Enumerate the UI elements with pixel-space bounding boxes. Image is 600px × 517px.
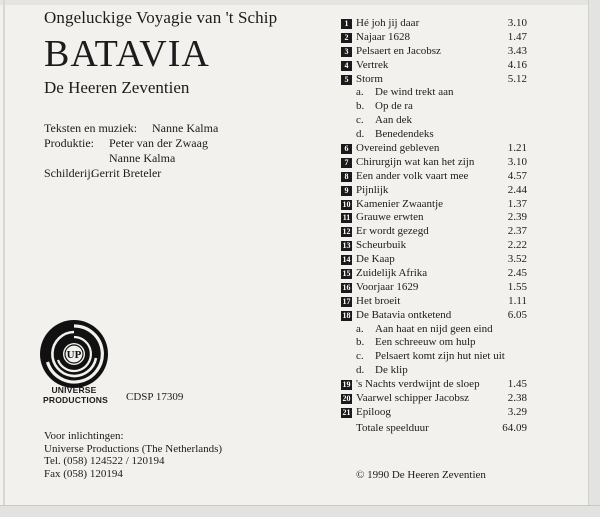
track-number-badge: 18 [342,310,351,320]
track-duration: 3.52 [507,253,527,266]
track-duration: 3.10 [507,155,527,168]
album-subtitle: Ongeluckige Voyagie van 't Schip [44,8,278,27]
sub-track-title: Pelsaert komt zijn hut niet uit [375,350,505,363]
sub-track-title: Aan haat en nijd geen eind [375,322,493,335]
track-duration: 1.55 [507,280,527,293]
track-title: Er wordt gezegd [356,225,429,238]
copyright-notice: © 1990 De Heeren Zeventien [356,469,486,481]
sub-track-row [341,350,529,364]
sub-track-row [341,86,529,100]
track-row [341,309,529,323]
track-title: Voorjaar 1629 [356,280,419,293]
track-title: Vaarwel schipper Jacobsz [356,392,470,405]
track-row [341,267,529,281]
info-tel: Tel. (058) 124522 / 120194 [44,455,165,467]
sub-track-row [341,114,529,128]
total-label: Totale speelduur [356,421,429,434]
svg-text:UP: UP [66,349,82,361]
universe-spiral-logo-icon [38,318,110,390]
track-title: Pelsaert en Jacobsz [356,44,441,57]
track-number-badge: 8 [341,172,352,182]
track-title: Overeind gebleven [356,142,440,155]
track-number-badge: 19 [342,380,351,390]
sub-track-title: Een schreeuw om hulp [375,336,476,349]
track-duration: 1.37 [507,197,527,210]
track-title: Scheurbuik [356,239,407,252]
track-number-badge: 12 [342,227,351,237]
track-number-badge: 14 [342,255,351,265]
credit-label: Schilderij: [44,166,94,180]
scan-edge-bottom [0,505,600,517]
scan-edge-right [588,0,600,517]
track-duration: 2.45 [507,267,527,280]
track-duration: 2.38 [507,392,527,405]
sub-track-letter: c. [356,114,364,127]
track-title: 's Nachts verdwijnt de sloep [356,378,480,391]
credit-value: Gerrit Breteler [91,166,162,180]
track-number-badge: 20 [342,394,351,404]
track-duration: 3.43 [507,44,527,57]
sub-track-row [341,100,529,114]
credit-label: Teksten en muziek: [44,121,138,135]
track-number-badge: 15 [342,269,351,279]
sub-track-row [341,364,529,378]
info-fax: Fax (058) 120194 [44,467,123,480]
track-row [341,31,529,45]
sub-track-row [341,128,529,142]
track-row [341,142,529,156]
credit-value: Nanne Kalma [152,121,219,135]
track-title: Zuidelijk Afrika [356,267,428,280]
total-time: 64.09 [502,421,527,434]
sub-track-letter: a. [356,86,364,99]
track-title: De Batavia ontketend [356,308,452,321]
track-number-badge: 4 [341,61,352,71]
track-number-badge: 3 [341,47,352,57]
track-title: Een ander volk vaart mee [356,169,469,182]
track-title: Vertrek [356,58,389,71]
sub-track-title: De klip [375,364,408,377]
tracklist [341,17,529,436]
track-duration: 3.10 [507,17,527,29]
spine-fold [3,0,5,505]
track-row [341,45,529,59]
track-number-badge: 11 [342,213,351,223]
track-duration: 5.12 [507,72,527,85]
track-row [341,59,529,73]
sub-track-letter: b. [356,100,365,113]
track-duration: 2.22 [507,239,527,252]
track-title: Chirurgijn wat kan het zijn [356,155,475,168]
track-row [341,406,529,420]
track-duration: 1.11 [508,294,527,307]
track-number-badge: 21 [342,407,351,417]
sub-track-title: Benedendeks [375,128,434,141]
sub-track-letter: c. [356,350,364,363]
track-title: Storm [356,72,383,85]
logo-line: PRODUCTIONS [43,395,109,405]
track-row [341,225,529,239]
logo-line: UNIVERSE [51,385,97,395]
track-row [341,253,529,267]
credit-label: Produktie: [44,136,94,150]
track-title: Najaar 1628 [356,30,411,43]
track-duration: 6.05 [507,308,527,321]
credit-value: Nanne Kalma [109,151,176,165]
sub-track-row [341,323,529,337]
track-number-badge: 17 [342,296,351,306]
track-duration: 2.39 [507,211,527,224]
sub-track-title: De wind trekt aan [375,86,454,99]
track-number-badge: 16 [342,282,351,292]
artist-name: De Heeren Zeventien [44,78,190,97]
track-title: Epiloog [356,405,391,418]
track-title: Grauwe erwten [356,211,424,224]
track-number-badge: 9 [341,186,352,196]
track-number-badge: 6 [341,144,352,154]
sub-track-title: Op de ra [375,100,413,113]
album-title: BATAVIA [44,33,210,75]
track-row [341,156,529,170]
track-title: De Kaap [356,253,395,266]
track-number-badge: 1 [341,19,352,29]
sub-track-letter: a. [356,322,364,335]
track-duration: 2.44 [507,183,527,196]
track-title: Pijnlijk [356,183,389,196]
track-duration: 1.21 [507,142,527,155]
sub-track-letter: d. [356,364,365,377]
track-row [341,17,529,31]
track-row [341,211,529,225]
track-row [341,281,529,295]
sub-track-row [341,336,529,350]
catalog-number: CDSP 17309 [126,391,184,403]
sub-track-letter: d. [356,128,365,141]
credit-value: Peter van der Zwaag [109,136,208,150]
track-row [341,198,529,212]
track-duration: 1.45 [507,378,527,391]
track-duration: 1.47 [507,30,527,43]
track-row [341,170,529,184]
track-row [341,295,529,309]
track-number-badge: 2 [341,33,352,43]
scan-edge-top [0,0,600,5]
track-row [341,378,529,392]
track-row [341,239,529,253]
track-row [341,73,529,87]
logo-wordmark [43,385,109,405]
contact-info [44,430,222,480]
info-company: Universe Productions (The Netherlands) [44,442,223,455]
track-title: Kamenier Zwaantje [356,197,444,210]
track-duration: 3.29 [507,405,527,418]
track-duration: 2.37 [507,225,527,238]
track-number-badge: 5 [341,75,352,85]
track-number-badge: 7 [341,158,352,168]
sub-track-title: Aan dek [375,114,412,127]
total-duration-row [341,422,529,436]
track-number-badge: 10 [342,199,351,209]
track-row [341,392,529,406]
track-duration: 4.57 [507,169,527,182]
info-heading: Voor inlichtingen: [44,430,124,442]
track-duration: 4.16 [507,58,527,71]
track-number-badge: 13 [342,241,351,251]
track-title: Het broeit [356,294,401,307]
track-title: Hé joh jij daar [356,17,420,29]
sub-track-letter: b. [356,336,365,349]
track-row [341,184,529,198]
